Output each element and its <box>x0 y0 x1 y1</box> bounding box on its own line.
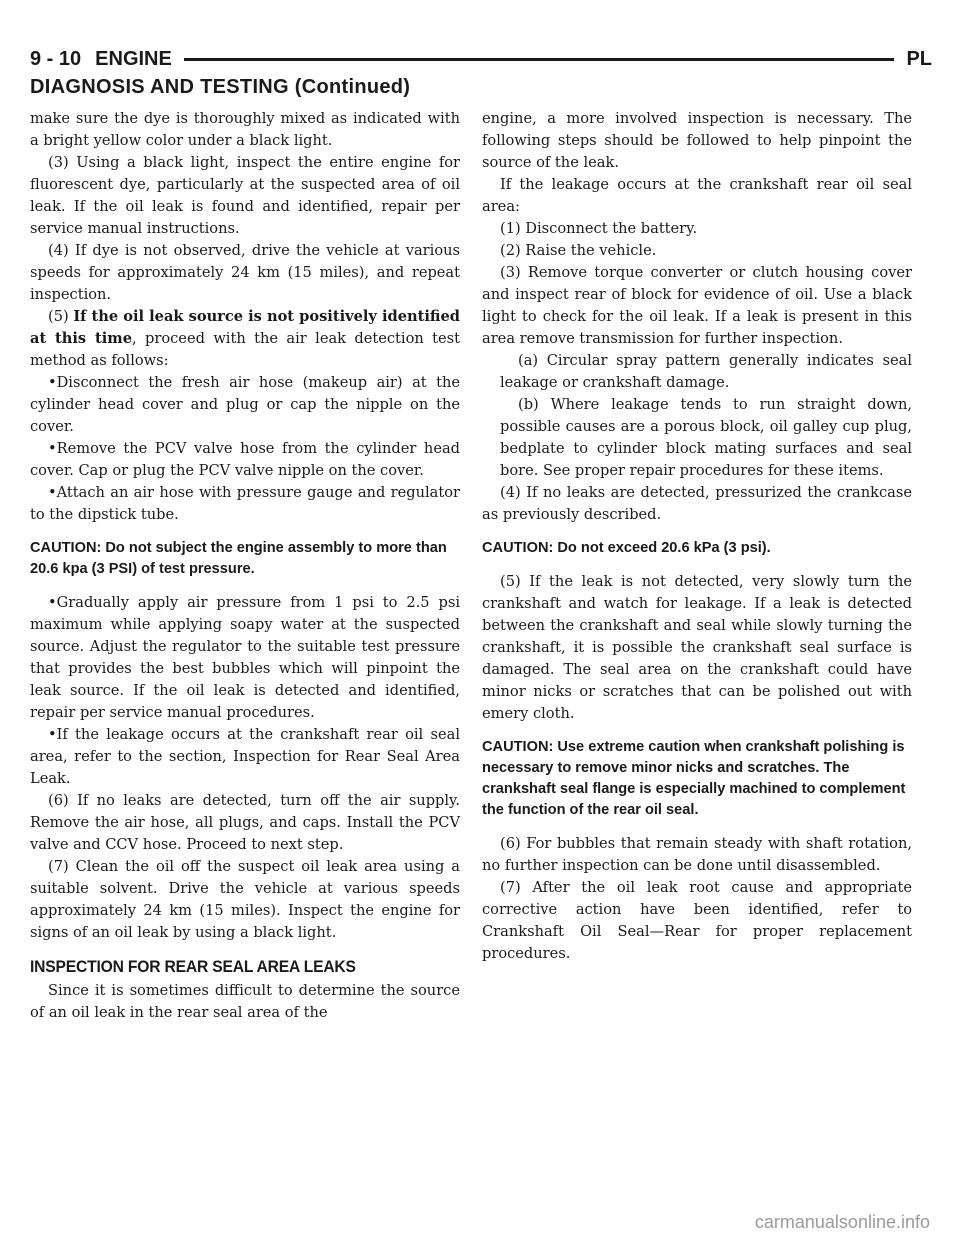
bullet-text: Attach an air hose with pressure gauge and regulator to the dipstick tube. <box>30 484 460 523</box>
caution-note: CAUTION: Do not exceed 20.6 kPa (3 psi). <box>482 540 771 556</box>
paragraph: (7) Clean the oil off the suspect oil leak area using a suitable solvent. Drive the vehicle at various speeds approximately 24 km (15 miles). Inspect the engine for signs of an oil leak by using a black light. <box>30 858 460 941</box>
model-code: PL <box>906 47 932 70</box>
page-number: 9 - 10 <box>30 47 82 70</box>
bullet-icon: • <box>48 374 57 391</box>
step-prefix: (5) <box>48 308 74 325</box>
bullet-text: Remove the PCV valve hose from the cylinder head cover. Cap or plug the PCV valve nipple on the cover. <box>30 440 460 479</box>
paragraph: (b) Where leakage tends to run straight down, possible causes are a porous block, oil galley cup plug, bedplate to cylinder block mating surfaces and seal bore. See proper repair procedures for these items. <box>500 396 912 479</box>
bullet-item <box>30 724 460 790</box>
paragraph: (6) For bubbles that remain steady with shaft rotation, no further inspection can be done until disassembled. <box>482 835 912 874</box>
paragraph: If the leakage occurs at the crankshaft rear oil seal area: <box>482 176 912 215</box>
bullet-text: Disconnect the fresh air hose (makeup air) at the cylinder head cover and plug or cap the nipple on the cover. <box>30 374 460 435</box>
watermark: carmanualsonline.info <box>754 1212 930 1232</box>
right-column <box>482 108 912 965</box>
bullet-item <box>30 592 460 724</box>
paragraph: engine, a more involved inspection is necessary. The following steps should be followed to help pinpoint the source of the leak. <box>482 110 912 171</box>
paragraph: Since it is sometimes difficult to determine the source of an oil leak in the rear seal area of the <box>30 982 460 1021</box>
paragraph <box>30 306 460 372</box>
section-title: ENGINE <box>95 47 172 70</box>
paragraph: (7) After the oil leak root cause and appropriate corrective action have been identified, refer to Crankshaft Oil Seal—Rear for proper replacement procedures. <box>482 879 912 962</box>
caution-note: CAUTION: Use extreme caution when crankshaft polishing is necessary to remove minor nicks and scratches. The crankshaft seal flange is especially machined to complement the function of the rear oil seal. <box>482 739 906 818</box>
bullet-item <box>30 438 460 482</box>
paragraph: (3) Remove torque converter or clutch housing cover and inspect rear of block for evidence of oil. Use a black light to check for the oil leak. If a leak is present in this area remove transmission for further inspection. <box>482 264 912 347</box>
paragraph: make sure the dye is thoroughly mixed as indicated with a bright yellow color under a black light. <box>30 110 460 149</box>
bullet-icon: • <box>48 440 57 457</box>
caution-note: CAUTION: Do not subject the engine assembly to more than 20.6 kpa (3 PSI) of test pressure. <box>30 540 447 577</box>
paragraph: (a) Circular spray pattern generally indicates seal leakage or crankshaft damage. <box>500 352 912 391</box>
bullet-icon: • <box>48 594 57 611</box>
bullet-item <box>30 482 460 526</box>
bullet-icon: • <box>48 484 57 501</box>
paragraph: (3) Using a black light, inspect the entire engine for fluorescent dye, particularly at the suspected area of oil leak. If the oil leak is found and identified, repair per service manual instructions. <box>30 154 460 237</box>
paragraph-text: , proceed with the air leak detection test method as follows: <box>30 330 461 369</box>
header-rule <box>184 58 895 61</box>
bullet-text: If the leakage occurs at the crankshaft rear oil seal area, refer to the section, Inspection for Rear Seal Area Leak. <box>30 726 460 787</box>
paragraph: (5) If the leak is not detected, very slowly turn the crankshaft and watch for leakage. If a leak is detected between the crankshaft and seal while slowly turning the crankshaft, it is possible the crankshaft seal surface is damaged. The seal area on the crankshaft could have minor nicks or scratches that can be polished out with emery cloth. <box>482 573 912 722</box>
paragraph: (1) Disconnect the battery. <box>500 220 698 237</box>
section-heading: INSPECTION FOR REAR SEAL AREA LEAKS <box>30 957 356 976</box>
paragraph: (4) If dye is not observed, drive the vehicle at various speeds for approximately 24 km (15 miles), and repeat inspection. <box>30 242 460 303</box>
emphasis-text: If the oil leak source is not positively identified at this time <box>30 308 461 347</box>
section-subheading: DIAGNOSIS AND TESTING (Continued) <box>30 76 411 98</box>
paragraph: (4) If no leaks are detected, pressurized the crankcase as previously described. <box>482 484 912 523</box>
paragraph: (6) If no leaks are detected, turn off the air supply. Remove the air hose, all plugs, and caps. Install the PCV valve and CCV hose. Proceed to next step. <box>30 792 460 853</box>
left-column <box>30 108 460 1024</box>
bullet-icon: • <box>48 726 57 743</box>
page-header <box>30 44 932 74</box>
bullet-item <box>30 372 460 438</box>
paragraph: (2) Raise the vehicle. <box>500 242 657 259</box>
bullet-text: Gradually apply air pressure from 1 psi to 2.5 psi maximum while applying soapy water at the suspected source. Adjust the regulator to the suitable test pressure that provides the best bubbles which will pinpoint the leak source. If the oil leak is detected and identified, repair per service manual procedures. <box>30 594 460 721</box>
